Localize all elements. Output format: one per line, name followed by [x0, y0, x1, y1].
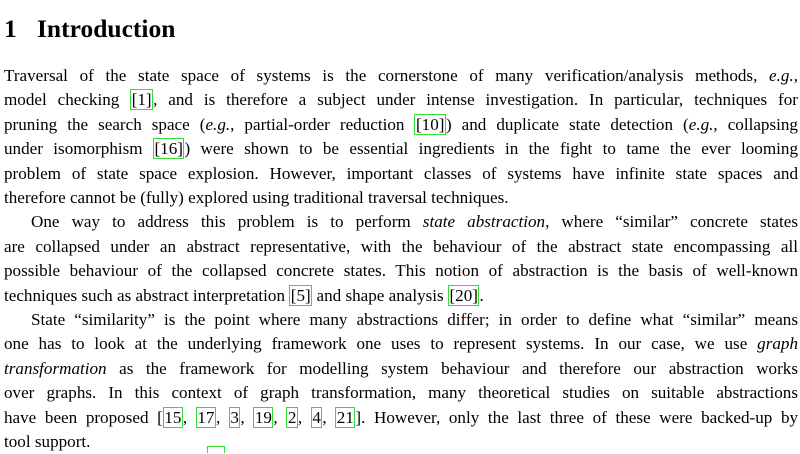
text-line [4, 406, 798, 430]
emphasis-text: e.g. [769, 66, 794, 85]
citation-link[interactable]: 2 [287, 407, 297, 427]
citation-link[interactable]: [5] [290, 285, 311, 305]
body-text: techniques such as abstract interpretation [4, 285, 290, 305]
body-text: and shape analysis [312, 285, 448, 305]
body-text: , and is therefore a subject under intense investigation. In particular, techniques for [153, 90, 798, 110]
citation-link[interactable]: 21 [336, 407, 354, 427]
body-text: ) and duplicate state detection ( [445, 114, 689, 134]
text-line [4, 381, 798, 405]
text-line [4, 137, 798, 161]
citation-link[interactable]: [16] [154, 139, 183, 159]
emphasis-text: e.g. [205, 114, 231, 134]
emphasis-text: transformation [4, 358, 107, 378]
body-text: tool support. [4, 432, 91, 451]
body-text: . [479, 285, 484, 305]
citation-link[interactable]: 3 [230, 407, 239, 427]
text-line [4, 162, 798, 186]
text-line [4, 259, 798, 283]
body-text: Traversal of the state space of systems is the cornerstone of many verification/analysis methods, [4, 66, 770, 85]
body-text: , where “similar” concrete states [545, 212, 798, 232]
body-text: have been proposed [ [4, 407, 163, 427]
body-text: , [793, 66, 798, 85]
body-text: as the framework for modelling system behaviour and therefore our abstraction works [106, 358, 798, 378]
body-text: model checking [4, 90, 131, 110]
citation-link[interactable]: [1] [131, 90, 152, 110]
citation-link[interactable]: 17 [197, 407, 215, 427]
citation-link[interactable]: 19 [254, 407, 272, 427]
body-text: One way to address this problem is to perform [31, 212, 423, 232]
emphasis-text: e.g. [688, 114, 714, 134]
citation-link[interactable]: 4 [312, 407, 321, 427]
body-text: State “similarity” is the point where many abstractions differ; in order to define what “similar” means [31, 310, 798, 329]
text-line [4, 186, 509, 210]
body-text: ]. However, only the last three of these were backed-up by [355, 407, 799, 427]
body-text: over graphs. In this context of graph transformation, many theoretical studies on suitable abstractions [4, 383, 798, 403]
text-line [31, 210, 798, 234]
citation-link[interactable]: [10] [415, 114, 445, 134]
body-text: , [240, 407, 254, 427]
text-line [4, 332, 798, 356]
text-line [4, 64, 798, 88]
body-text: possible behaviour of the collapsed concrete states. This notion of abstraction is the basis of well-known [4, 261, 798, 281]
text-line [4, 357, 798, 381]
body-text: , [322, 407, 336, 427]
body-text: problem of state space explosion. However, important classes of systems have infinite state spaces and [4, 163, 798, 183]
section-title: Introduction [37, 14, 176, 43]
body-text: are collapsed under an abstract representative, with the behaviour of the abstract state encompassing all [4, 236, 798, 256]
body-text: ) were shown to be essential ingredients in the fight to tame the ever looming [184, 139, 798, 159]
section-heading [4, 12, 175, 46]
body-text: , [273, 407, 287, 427]
body-text: , [297, 407, 311, 427]
emphasis-text: state abstraction [422, 212, 546, 232]
section-number: 1 [4, 14, 17, 43]
body-text: under isomorphism [4, 139, 153, 159]
text-line [4, 113, 798, 137]
citation-link[interactable]: [20] [449, 285, 478, 305]
body-text: , [182, 407, 196, 427]
text-line [4, 284, 484, 308]
body-text: one has to look at the underlying framework one uses to represent systems. In our case, we use [4, 334, 758, 354]
emphasis-text: graph [757, 334, 798, 354]
body-text: pruning the search space ( [4, 114, 206, 134]
body-text: , partial-order reduction [230, 114, 415, 134]
body-text: , [215, 407, 229, 427]
text-line [4, 430, 90, 454]
text-line [31, 308, 798, 332]
citation-link[interactable]: 15 [164, 407, 182, 427]
text-line [4, 235, 798, 259]
body-text: therefore cannot be (fully) explored using traditional traversal techniques. [4, 188, 509, 207]
body-text: , collapsing [713, 114, 798, 134]
text-line [4, 88, 798, 112]
